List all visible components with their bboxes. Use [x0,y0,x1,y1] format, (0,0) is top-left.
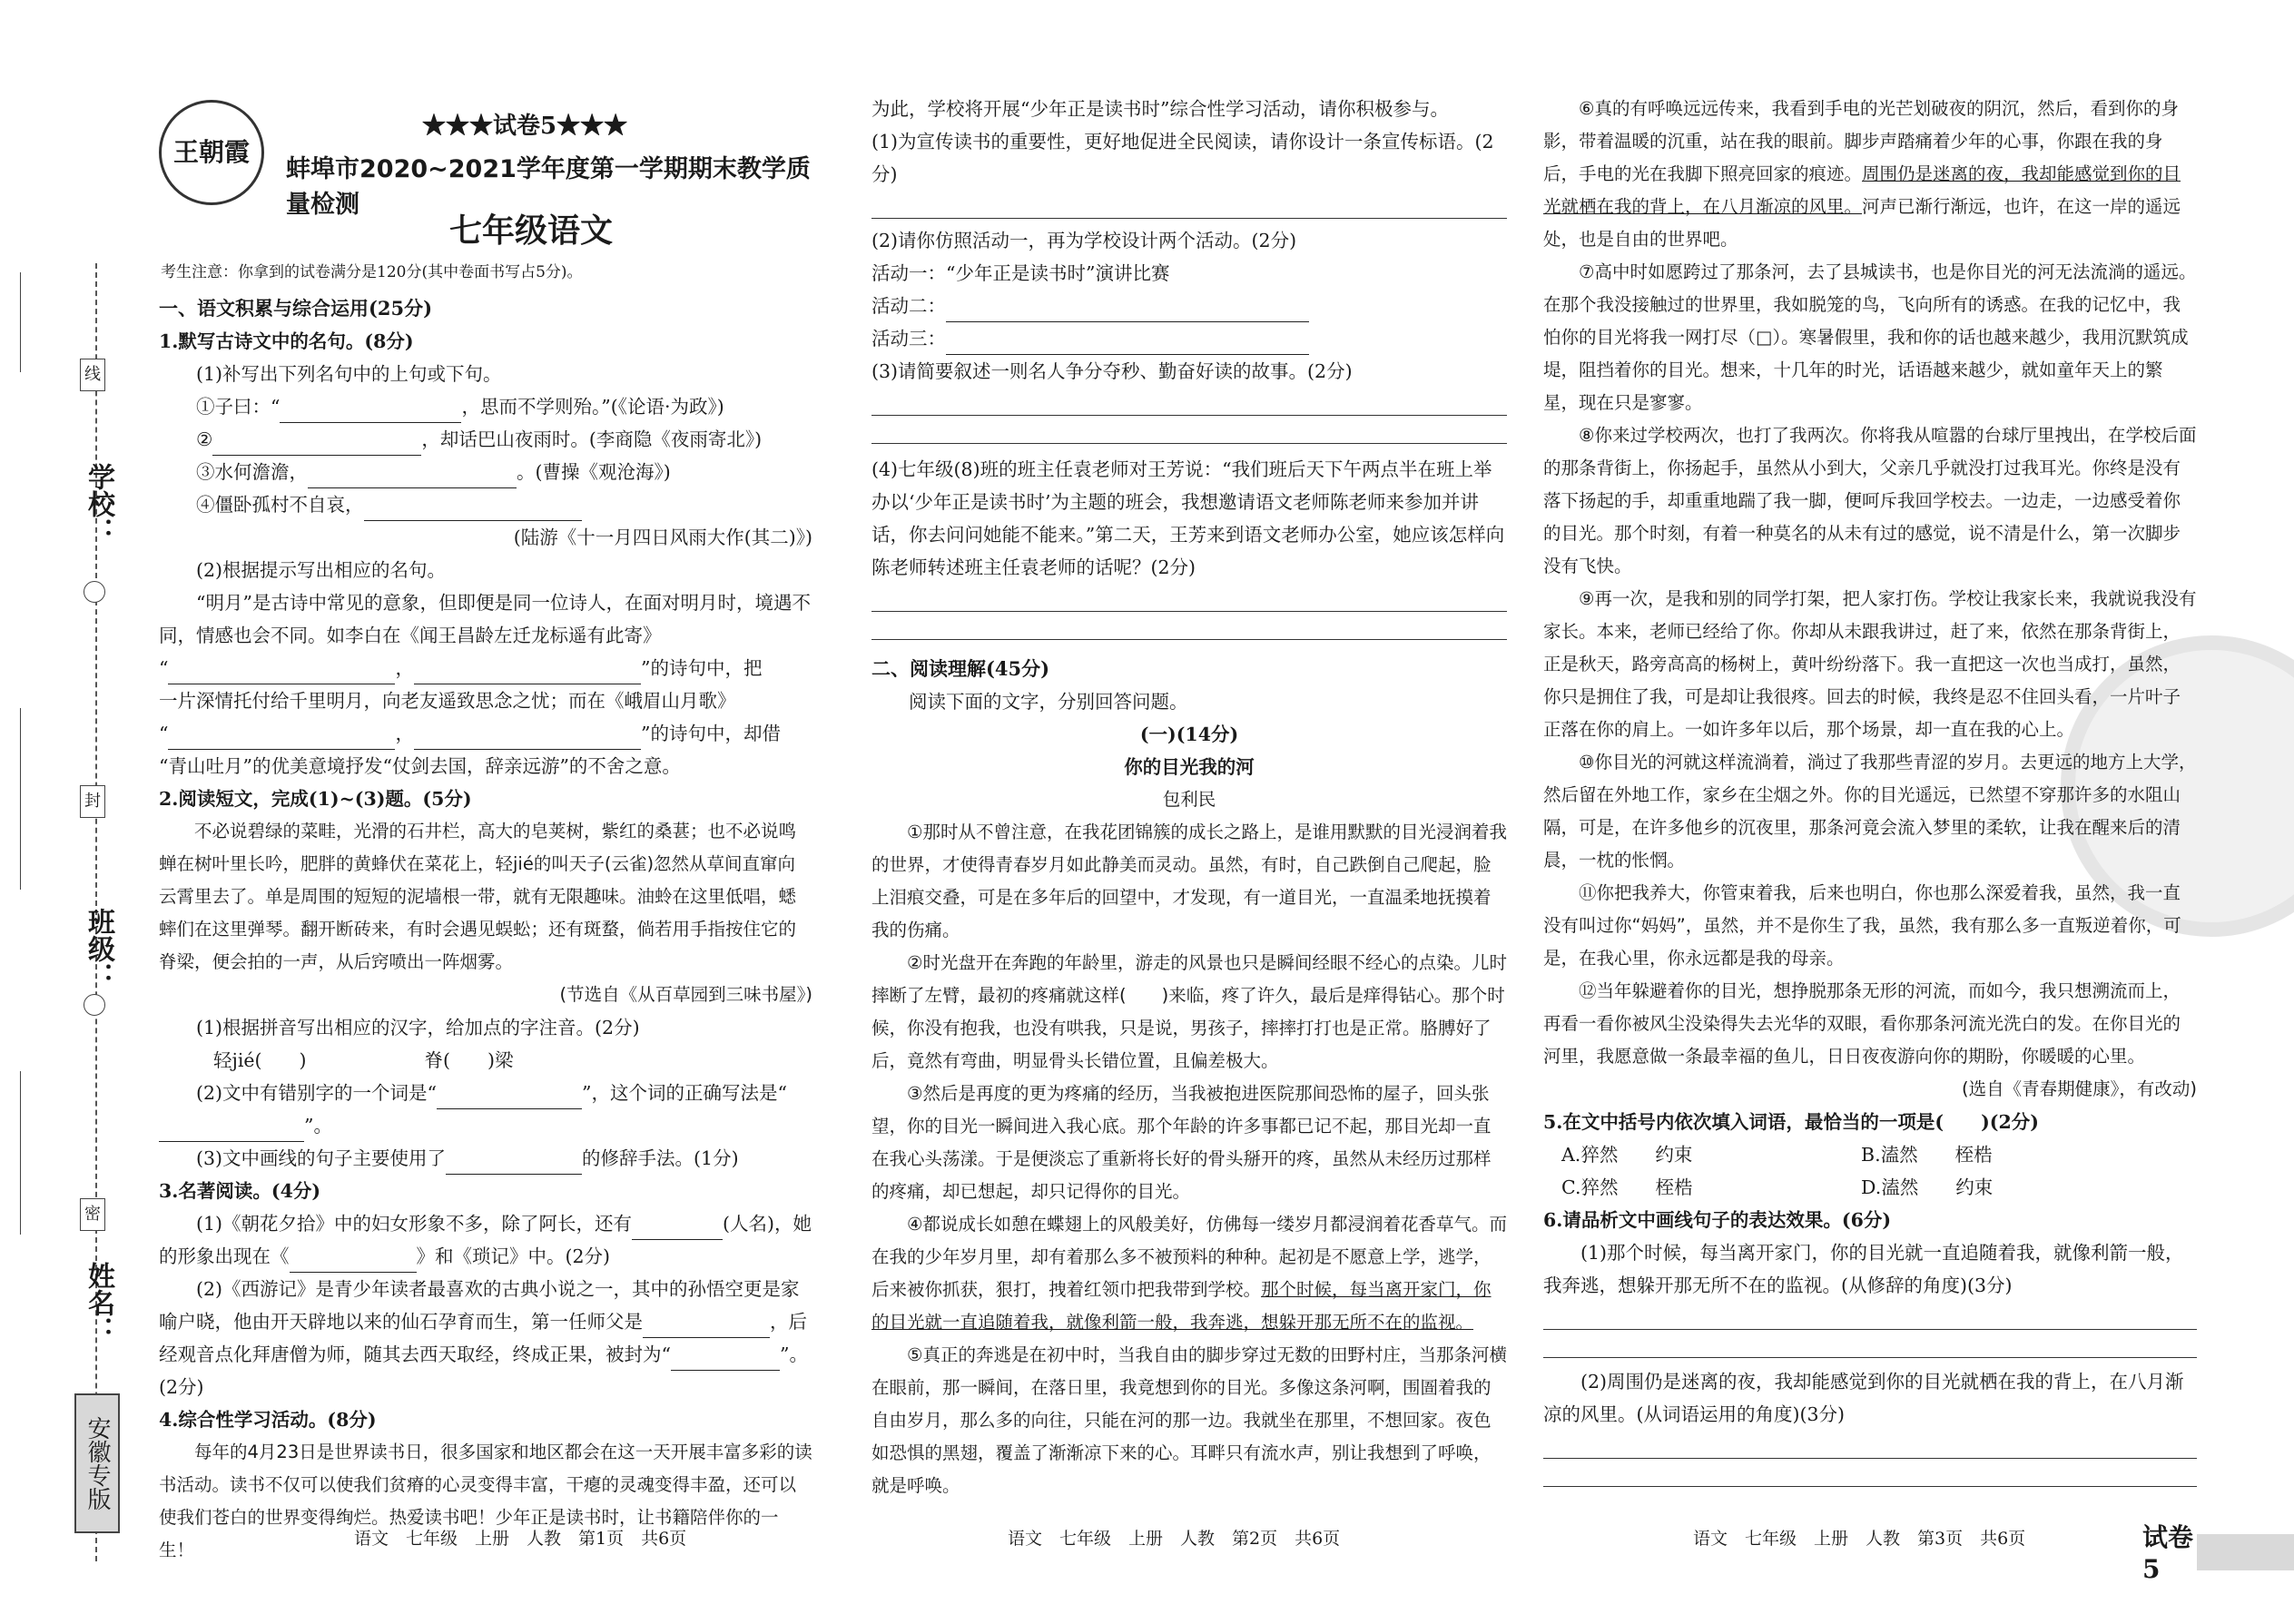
q4-heading: 4.综合性学习活动。(8分) [159,1409,377,1431]
q4-4-answer-line[interactable] [871,612,1507,640]
q6-heading: 6.请品析文中画线句子的表达效果。(6分) [1543,1209,1892,1231]
q1-2-text-3: 一片深情托付给千里明月，向老友遥致思念之忧；而在《峨眉山月歌》 [159,690,736,712]
exam-title: 蚌埠市2020~2021学年度第一学期期末教学质量检测 [286,155,811,219]
col2-body [871,93,1507,1502]
answer-blank[interactable] [632,1217,723,1240]
q4-passage: 每年的4月23日是世界读书日，很多国家和地区都会在这一天开展丰富多彩的读书活动。读书不仅可以使我们贫瘠的心灵变得丰富，干瘪的灵魂变得丰盈，还可以使我们苍白的世界变得绚烂。热爱读书吧！少年正是读书时，让书籍陪伴你的一生！ [159,1442,812,1560]
underlined-sentence-1: 那个时候，每当离开家门，你的目光就一直追随着我，就像利箭一般，我奔逃，想躲开那无所不在的监视。 [871,1279,1492,1333]
answer-blank[interactable] [414,727,641,750]
seal-char-mi: 密 [80,1198,105,1231]
exam-notice: 考生注意：你拿到的试卷满分是120分(其中卷面书写占5分)。 [161,263,583,281]
paragraph-4: ④都说成长如憩在蝶翅上的风般美好，仿佛每一缕岁月都浸润着花香草气。而在我的少年岁月里，却有着那么多不被预料的种种。起初是不愿意上学，逃学，后来被你抓获，狠打，拽着红领巾把我带到学校。那个时候，每当离开家门，你的目光就一直追随着我，就像利箭一般，我奔逃，想躲开那无所不在的监视。 [871,1214,1507,1333]
q5-options-row-2 [1543,1171,2197,1204]
paragraph-1: ①那时从不曾注意，在我花团锦簇的成长之路上，是谁用默默的目光浸润着我的世界，才使得青春岁月如此静美而灵动。虽然，有时，自己跌倒自己爬起，脸上泪痕交叠，可是在多年后的回望中，才发现，有一道目光，一直温柔地抚摸着我的伤痛。 [871,822,1507,940]
page-1-footer: 语文 七年级 上册 人教 第1页 共6页 [354,1529,687,1549]
q1-2-instruction: (2)根据提示写出相应的名句。 [196,559,447,581]
option-b[interactable]: B.溘然 桎梏 [1861,1144,1993,1166]
q1-1-b: ② ，却话巴山夜雨时。(李商隐《夜雨寄北》) [159,423,812,456]
answer-blank[interactable] [290,1250,417,1273]
q4-1: (1)为宣传读书的重要性，更好地促进全民阅读，请你设计一条宣传标语。(2分) [871,131,1494,185]
paragraph-5: ⑤真正的奔逃是在初中时，当我自由的脚步穿过无数的田野村庄，当那条河横在眼前，那一瞬间，在落日里，我竟想到你的目光。多像这条河啊，围圄着我的自由岁月，那么多的向往，只能在河的那一边。我就坐在那里，不想回家。夜色如恐惧的黑翅，覆盖了渐渐凉下来的心。耳畔只有流水声，别让我想到了呼唤，就是呼唤。 [871,1344,1507,1496]
article-title: 你的目光我的河 [1124,756,1255,778]
class-label: 班级： [83,908,114,989]
article-author: 包利民 [1162,789,1216,810]
answer-blank[interactable] [946,332,1309,355]
q4-3-answer-line[interactable] [871,388,1507,416]
q1-1-d: ④僵卧孤村不自哀， [159,488,812,521]
answer-blank[interactable] [212,433,421,456]
school-label: 学校： [83,463,114,545]
paragraph-7: ⑦高中时如愿跨过了那条河，去了县城读书，也是你目光的河无法流淌的遥远。在那个我没接触过的世界里，我如脱笼的鸟，飞向所有的诱惑。在我的记忆中，我怕你的目光将我一网打尽（□）。寒暑假里，我和你的话也越来越少，我用沉默筑成堤，阻挡着你的目光。想来，十几年的时光，话语越来越少，就如童年天上的繁星，现在只是寥寥。 [1543,261,2197,413]
option-d[interactable]: D.溘然 约束 [1861,1176,1994,1198]
answer-blank[interactable] [446,1152,582,1175]
answer-blank[interactable] [414,662,641,684]
q2-heading: 2.阅读短文，完成(1)~(3)题。(5分) [159,788,472,810]
option-c[interactable]: C.猝然 桎梏 [1561,1176,1693,1198]
paper-tag: ★★★试卷5★★★ [422,113,628,140]
activity-2: 活动二： [871,290,1507,322]
q1-2-text-5: “青山吐月”的优美意境抒发“仗剑去国，辞亲远游”的不舍之意。 [159,755,681,777]
q3-2: (2)《西游记》是青少年读者最喜欢的古典小说之一，其中的孙悟空更是家喻户晓，他由开天辟地以来的仙石孕育而生，第一任师父是 ，后经观音点化拜唐僧为师，随其去西天取经，终成正果，被封为“ ”。(2分) [159,1278,808,1398]
answer-blank[interactable] [168,662,395,684]
page-3 [1543,0,2197,1624]
q1-1-d-source: (陆游《十一月四日风雨大作(其二)》) [513,527,812,548]
school-line [20,272,21,372]
q6-2-answer-line[interactable] [1543,1431,2197,1459]
q6-1: (1)那个时候，每当离开家门，你的目光就一直追随着我，就像利箭一般，我奔逃，想躲开那无所不在的监视。(从修辞的角度)(3分) [1543,1242,2184,1296]
page-3-footer: 语文 七年级 上册 人教 第3页 共6页 [1693,1529,2026,1549]
option-a[interactable]: A.猝然 约束 [1561,1144,1693,1166]
reading-intro: 阅读下面的文字，分别回答问题。 [909,691,1188,713]
q4-4: (4)七年级(8)班的班主任袁老师对王芳说：“我们班后天下午两点半在班上举办以‘少年正是读书时’为主题的班会，我想邀请语文老师陈老师来参加并讲话，你去问问她能不能来。”第二天，王芳来到语文老师办公室，她应该怎样向陈老师转述班主任袁老师的话呢？(2分) [871,458,1505,578]
q2-passage: 不必说碧绿的菜畦，光滑的石井栏，高大的皂荚树，紫红的桑葚；也不必说鸣蝉在树叶里长吟，肥胖的黄蜂伏在菜花上，轻jié的叫天子(云雀)忽然从草间直窜向云霄里去了。单是周围的短短的泥墙根一带，就有无限趣味。油蛉在这里低唱，蟋蟀们在这里弹琴。翻开断砖来，有时会遇见蜈蚣；还有斑蝥，倘若用手指按住它的脊梁，便会拍的一声，从后窍喷出一阵烟雾。 [159,821,797,972]
answer-blank[interactable] [280,400,461,423]
q2-source: (节选自《从百草园到三味书屋》) [559,984,812,1005]
part-1-heading: (一)(14分) [1139,723,1239,745]
seal-char-feng: 封 [80,785,105,818]
paragraph-9: ⑨再一次，是我和别的同学打架，把人家打伤。学校让我家长来，我就说我没有家长。本来，老师已经给了你。你却从未跟我讲过，赶了来，依然在那条背街上，正是秋天，路旁高高的杨树上，黄叶纷纷落下。我一直把这一次也当成打，虽然，你只是拥住了我，可是却让我很疼。回去的时候，我终是忍不住回头看，一片叶子正落在你的肩上。一如许多年以后，那个场景，却一直在我的心上。 [1543,588,2197,740]
q2-1-a[interactable]: 轻jié( ) [213,1049,307,1071]
q1-heading: 1.默写古诗文中的名句。(8分) [159,330,414,352]
q1-1-c: ③水何澹澹， 。(曹操《观沧海》) [159,456,812,488]
q3-heading: 3.名著阅读。(4分) [159,1180,321,1202]
answer-blank[interactable] [308,466,517,488]
q5-options-row-1 [1543,1138,2197,1171]
paragraph-12: ⑫当年躲避着你的目光，想挣脱那条无形的河流，而如今，我只想溯流而上，再看一看你被风尘没染得失去光华的双眼，看你那条河流光洗白的发。在你目光的河里，我愿意做一条最幸福的鱼儿，日日夜夜游向你的期盼，你暖暖的心里。 [1543,980,2181,1067]
section-1-heading: 一、语文积累与综合运用(25分) [159,297,433,320]
q4-4-answer-line[interactable] [871,584,1507,612]
q1-2-text-4: “ ， ”的诗句中，却借 [159,717,812,750]
brand-logo: 王朝霞 [159,100,264,205]
page-2-footer: 语文 七年级 上册 人教 第2页 共6页 [1008,1529,1341,1549]
name-label: 姓名： [83,1262,114,1343]
q2-2: (2)文中有错别字的一个词是“ ”，这个词的正确写法是“”。 [159,1077,812,1142]
q6-2: (2)周围仍是迷离的夜，我却能感觉到你的目光就栖在我的背上，在八月渐凉的风里。(从词语运用的角度)(3分) [1543,1371,2184,1425]
section-2-heading: 二、阅读理解(45分) [871,657,1050,680]
page-1 [159,0,831,1624]
corner-tab [2197,1534,2294,1570]
q4-1-answer-line[interactable] [871,191,1507,219]
q2-1-instruction: (1)根据拼音写出相应的汉字，给加点的字注音。(2分) [196,1017,640,1038]
activity-3: 活动三： [871,322,1507,355]
answer-blank[interactable] [671,1348,780,1371]
q4-intro: 为此，学校将开展“少年正是读书时”综合性学习活动，请你积极参与。 [871,98,1449,120]
seal-char-xian: 线 [80,359,105,391]
q4-3: (3)请简要叙述一则名人争分夺秒、勤奋好读的故事。(2分) [871,360,1353,382]
answer-blank[interactable] [437,1087,582,1109]
binding-margin [0,0,159,1624]
activity-1: 活动一：“少年正是读书时”演讲比赛 [871,262,1170,284]
province-tag: 安徽专版 [74,1393,120,1533]
col3-body [1543,93,2197,1487]
paragraph-2: ②时光盘开在奔跑的年龄里，游走的风景也只是瞬间经眼不经心的点染。儿时摔断了左臂，最初的疼痛就这样( )来临，疼了许久，最后是痒得钻心。那个时候，你没有抱我，也没有哄我，只是说，男孩子，摔摔打打也是正常。胳膊好了后，竟然有弯曲，明显骨头长错位置，且偏差极大。 [871,952,1507,1071]
col1-body [159,292,812,1567]
q6-1-answer-line[interactable] [1543,1330,2197,1358]
q5-heading: 5.在文中括号内依次填入词语，最恰当的一项是( )(2分) [1543,1111,2039,1133]
paragraph-10: ⑩你目光的河就这样流淌着，淌过了我那些青涩的岁月。去更远的地方上大学，然后留在外地工作，家乡在尘烟之外。你的目光遥远，已然望不穿那许多的水阻山隔，可是，在许多他乡的沉夜里，那条河竟会流入梦里的柔软，让我在醒来后的清晨，一枕的怅惘。 [1543,752,2197,871]
answer-blank[interactable] [159,1119,304,1142]
name-line [20,1071,21,1235]
paragraph-6: ⑥真的有呼唤远远传来，我看到手电的光芒划破夜的阴沉，然后，看到你的身影，带着温暖的沉重，站在我的眼前。脚步声踏痛着少年的心事，你跟在我的身后，手电的光在我脚下照亮回家的痕迹。周围仍是迷离的夜，我却能感觉到你的目光就栖在我的背上，在八月渐凉的风里。河声已渐行渐远，也许，在这一岸的遥远处，也是自由的世界吧。 [1543,98,2181,250]
seal-circle [84,994,105,1016]
class-line [20,708,21,890]
q2-1-b[interactable]: 脊( )梁 [424,1049,514,1071]
q2-1-items [159,1044,812,1077]
page-2 [871,0,1507,1624]
answer-blank[interactable] [946,300,1309,322]
paper-tag-footer: 试卷5 [2142,1522,2194,1584]
q4-3-answer-line[interactable] [871,416,1507,444]
article-source: (选自《青春期健康》，有改动) [1962,1078,2197,1099]
paragraph-3: ③然后是再度的更为疼痛的经历，当我被抱进医院那间恐怖的屋子，回头张望，你的目光一瞬间进入我心底。那个年龄的许多事都已记不起，那目光却一直在我心头荡漾。于是便淡忘了重新将长好的骨头掰开的疼，虽然从未经历过那样的疼痛，却已想起，却只记得你的目光。 [871,1083,1492,1202]
paragraph-8: ⑧你来过学校两次，也打了我两次。你将我从喧嚣的台球厅里拽出，在学校后面的那条背街上，你扬起手，虽然从小到大，父亲几乎就没打过我耳光。你终是没有落下扬起的手，却重重地踹了我一脚，便呵斥我回学校去。一边走，一边感受着你的目光。那个时刻，有着一种莫名的从未有过的感觉，说不清是什么，第一次脚步没有飞快。 [1543,425,2197,576]
answer-blank[interactable] [643,1315,770,1338]
q1-2-text-2: “ ， ”的诗句中，把 [159,652,812,684]
q1-2-text-1: “明月”是古诗中常见的意象，但即便是同一位诗人，在面对明月时，境遇不同，情感也会不同。如李白在《闻王昌龄左迁龙标遥有此寄》 [159,592,811,646]
q1-1-instruction: (1)补写出下列名句中的上句或下句。 [196,363,502,385]
seal-circle [84,581,105,603]
q3-1: (1)《朝花夕拾》中的妇女形象不多，除了阿长，还有 (人名)，她的形象出现在《 》和《琐记》中。(2分) [159,1207,812,1273]
q1-1-a: ①子曰：“ ，思而不学则殆。”(《论语·为政》) [159,390,812,423]
q6-2-answer-line[interactable] [1543,1459,2197,1487]
answer-blank[interactable] [364,498,582,521]
q6-1-answer-line[interactable] [1543,1302,2197,1330]
underlined-sentence-2: 周围仍是迷离的夜，我却能感觉到你的目光就栖在我的背上，在八月渐凉的风里。 [1543,163,2181,217]
answer-blank[interactable] [168,727,395,750]
subject-title: 七年级语文 [449,212,614,250]
q4-2: (2)请你仿照活动一，再为学校设计两个活动。(2分) [871,230,1297,251]
q2-3: (3)文中画线的句子主要使用了 的修辞手法。(1分) [159,1142,812,1175]
paragraph-11: ⑪你把我养大，你管束着我，后来也明白，你也那么深爱着我，虽然，我一直没有叫过你“妈妈”，虽然，并不是你生了我，虽然，我有那么多一直叛逆着你，可是，在我心里，你永远都是我的母亲。 [1543,882,2181,969]
